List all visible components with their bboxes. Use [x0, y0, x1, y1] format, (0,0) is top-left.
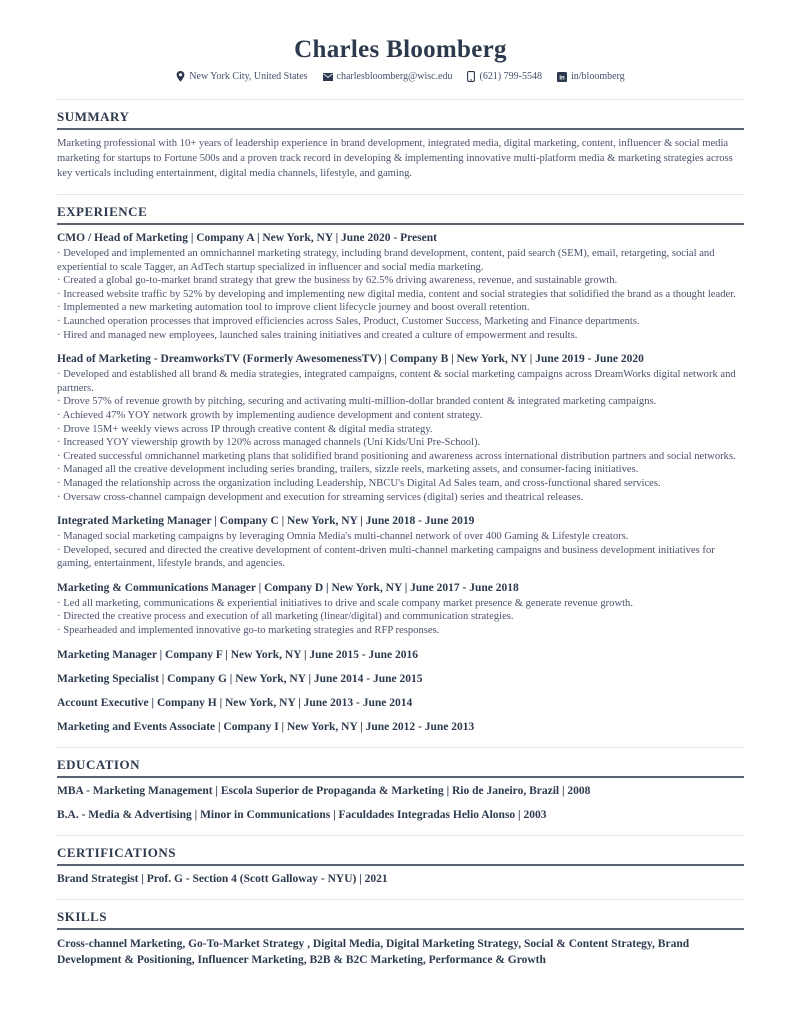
job-entry — [57, 581, 744, 638]
email-icon — [323, 73, 333, 81]
job-bullet: · Managed social marketing campaigns by leveraging Omnia Media's multi-channel network of over 400 Gaming & Lifestyle creators. — [57, 530, 744, 544]
job-bullet: · Increased YOY viewership growth by 120% across managed channels (Uni Kids/Uni Pre-School). — [57, 436, 744, 450]
contact-email — [323, 71, 453, 82]
job-bullet: · Drove 57% of revenue growth by pitching, securing and activating multi-million-dollar branded content & integrated marketing campaigns. — [57, 395, 744, 409]
job-bullet: · Spearheaded and implemented innovative go-to marketing strategies and RFP responses. — [57, 624, 744, 638]
contact-linkedin — [557, 71, 625, 82]
contact-email-text: charlesbloomberg@wisc.edu — [336, 71, 453, 82]
education-entry: MBA - Marketing Management | Escola Superior de Propaganda & Marketing | Rio de Janeiro, Brazil | 2008 — [57, 784, 591, 797]
summary-text: Marketing professional with 10+ years of leadership experience in brand development, integrated media, digital marketing, content, influencer & social media marketing for startups to Fortune 500s and a proven track record in developing & implementing innovative multi-platform media & marketing strategies across key verticals including entertainment, digital media channels, lifestyle, and gaming. — [57, 138, 733, 179]
section-skills — [57, 899, 744, 968]
job-entry — [57, 231, 744, 342]
job-title: Account Executive | Company H | New York, NY | June 2013 - June 2014 — [57, 696, 413, 709]
candidate-name: Charles Bloomberg — [294, 36, 507, 63]
contact-phone-text: (621) 799-5548 — [479, 71, 542, 82]
job-bullet: · Increased website traffic by 52% by developing and implementing new digital media, content and social strategies that solidified the brand as a thought leader. — [57, 288, 744, 302]
job-entry — [57, 672, 744, 686]
job-entry — [57, 648, 744, 662]
section-title-education: EDUCATION — [57, 757, 744, 778]
job-entry — [57, 696, 744, 710]
section-divider — [57, 835, 744, 836]
section-divider — [57, 899, 744, 900]
job-entry — [57, 720, 744, 734]
section-divider — [57, 99, 744, 100]
job-bullet: · Led all marketing, communications & experiential initiatives to drive and scale company market presence & generate revenue growth. — [57, 597, 744, 611]
job-bullet: · Managed all the creative development including series branding, trailers, sizzle reels, marketing assets, and consumer-facing initiatives. — [57, 463, 744, 477]
job-bullet: · Developed and implemented an omnichannel marketing strategy, including brand development, content, paid search (SEM), email, retargeting, social and experiential to scale Tagger, an AdTech startup specialized in influencer and social media marketing. — [57, 247, 744, 274]
job-bullet: · Developed and established all brand & media strategies, integrated campaigns, content & social marketing campaigns across DreamWorks digital network and partners. — [57, 368, 744, 395]
linkedin-icon — [557, 72, 567, 82]
job-title: Marketing Specialist | Company G | New York, NY | June 2014 - June 2015 — [57, 672, 423, 685]
contact-location — [176, 71, 307, 82]
job-title: Marketing Manager | Company F | New York, NY | June 2015 - June 2016 — [57, 648, 418, 661]
job-bullet: · Drove 15M+ weekly views across IP through creative content & digital media strategy. — [57, 423, 744, 437]
contact-location-text: New York City, United States — [189, 71, 308, 82]
job-title: CMO / Head of Marketing | Company A | New York, NY | June 2020 - Present — [57, 232, 437, 244]
certification-entry: Brand Strategist | Prof. G - Section 4 (Scott Galloway - NYU) | 2021 — [57, 872, 388, 885]
skills-text: Cross-channel Marketing, Go-To-Market Strategy , Digital Media, Digital Marketing Strategy, Social & Content Strategy, Brand Development & Positioning, Influencer Marketing, B2B & B2C Marketing, Performance & Growth — [57, 937, 690, 966]
job-entry — [57, 514, 744, 571]
section-education — [57, 747, 744, 822]
job-title: Marketing and Events Associate | Company I | New York, NY | June 2012 - June 2013 — [57, 720, 475, 733]
job-bullet: · Oversaw cross-channel campaign development and execution for streaming services (digital) series and theatrical releases. — [57, 491, 744, 505]
job-bullet: · Created successful omnichannel marketing plans that solidified brand positioning and awareness across international distribution partners and social networks. — [57, 450, 744, 464]
contact-row — [57, 71, 744, 82]
section-summary — [57, 99, 744, 181]
section-title-skills: SKILLS — [57, 909, 744, 930]
job-bullet: · Created a global go-to-market brand strategy that grew the business by 62.5% driving awareness, revenue, and sustainable growth. — [57, 274, 744, 288]
job-bullet: · Implemented a new marketing automation tool to improve client lifecycle journey and boost overall retention. — [57, 301, 744, 315]
job-title: Integrated Marketing Manager | Company C | New York, NY | June 2018 - June 2019 — [57, 515, 475, 528]
job-bullet: · Directed the creative process and execution of all marketing (linear/digital) and communication strategies. — [57, 610, 744, 624]
job-entry — [57, 352, 744, 504]
section-divider — [57, 747, 744, 748]
section-certifications — [57, 835, 744, 886]
job-title: Marketing & Communications Manager | Company D | New York, NY | June 2017 - June 2018 — [57, 581, 519, 594]
job-bullet: · Launched operation processes that improved efficiencies across Sales, Product, Customer Success, Marketing and Finance departments. — [57, 315, 744, 329]
location-pin-icon — [176, 71, 185, 82]
contact-linkedin-text: in/bloomberg — [570, 71, 625, 82]
svg-text:in: in — [559, 75, 565, 82]
section-title-experience: EXPERIENCE — [57, 204, 744, 225]
job-bullet: · Achieved 47% YOY network growth by implementing audience development and content strategy. — [57, 409, 744, 423]
section-experience — [57, 194, 744, 734]
job-title: Head of Marketing - DreamworksTV (Formerly AwesomenessTV) | Company B | New York, NY | June 2019 - June 2020 — [57, 353, 644, 366]
education-entry: B.A. - Media & Advertising | Minor in Communications | Faculdades Integradas Helio Alonso | 2003 — [57, 808, 547, 821]
phone-icon — [467, 71, 475, 82]
contact-phone — [467, 71, 542, 82]
section-divider — [57, 194, 744, 195]
job-bullet: · Hired and managed new employees, launched sales training initiatives and created a culture of empowerment and results. — [57, 329, 744, 343]
section-title-certifications: CERTIFICATIONS — [57, 845, 744, 866]
job-bullet: · Developed, secured and directed the creative development of content-driven multi-channel marketing campaigns and business development initiatives for gaming, entertainment, lifestyle brands, and agencies. — [57, 544, 744, 571]
section-title-summary: SUMMARY — [57, 109, 744, 130]
job-bullet: · Managed the relationship across the organization including Leadership, NBCU's Digital Ad Sales team, and cross-functional shared services. — [57, 477, 744, 491]
